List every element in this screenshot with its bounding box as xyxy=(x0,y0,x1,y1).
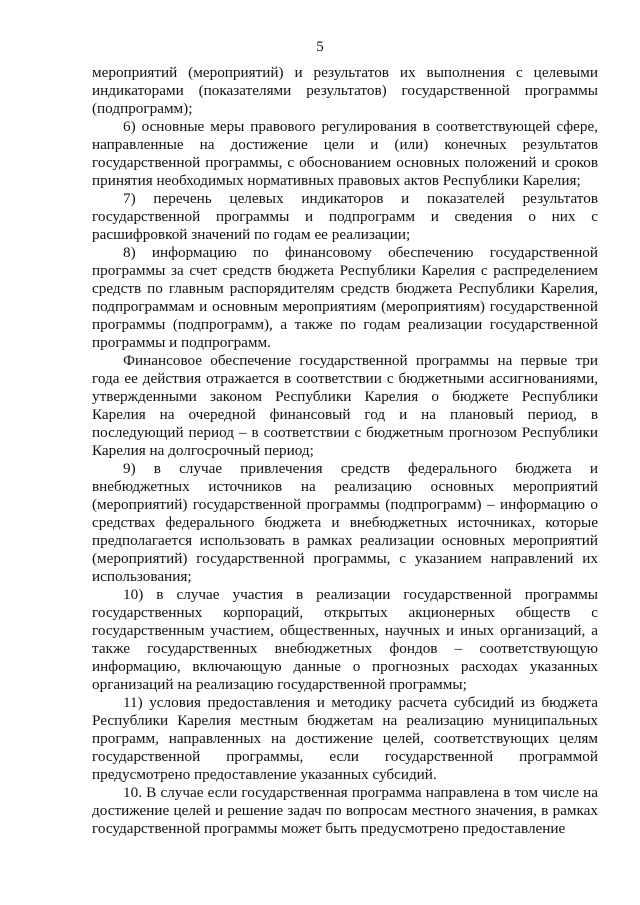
paragraph-item-8: 8) информацию по финансовому обеспечению государственной программы за счет средств бюджета Республики Карелия с распределением средств по главным распорядителям средств бюджета Республики Карелия, подпрограммам и основным мероприятиям (мероприятиям) государственной программы (подпрограмм), а также по годам реализации государственной программы и подпрограмм. xyxy=(92,244,598,351)
paragraph-item-6: 6) основные меры правового регулирования в соответствующей сфере, направленные на достижение цели и (или) конечных результатов государственной программы, с обоснованием основных положений и сроков принятия необходимых нормативных правовых актов Республики Карелия; xyxy=(92,118,598,189)
paragraph-section-10: 10. В случае если государственная программа направлена в том числе на достижение целей и решение задач по вопросам местного значения, в рамках государственной программы может быть предусмотрено предоставление xyxy=(92,784,598,837)
paragraph-item-7: 7) перечень целевых индикаторов и показателей результатов государственной программы и подпрограмм и сведения о них с расшифровкой значений по годам ее реализации; xyxy=(92,190,598,243)
page-number: 5 xyxy=(316,39,324,55)
document-body xyxy=(92,64,598,838)
paragraph-item-9: 9) в случае привлечения средств федерального бюджета и внебюджетных источников на реализацию основных мероприятий (мероприятий) государственной программы (подпрограмм) – информацию о средствах федерального бюджета и внебюджетных источниках, которые предполагается использовать в рамках реализации основных мероприятий (мероприятий) государственной программы, с указанием направлений их использования; xyxy=(92,460,598,585)
paragraph-continuation: мероприятий (мероприятий) и результатов их выполнения с целевыми индикаторами (показателями результатов) государственной программы (подпрограмм); xyxy=(92,64,598,117)
paragraph-item-10: 10) в случае участия в реализации государственной программы государственных корпораций, открытых акционерных обществ с государственным участием, общественных, научных и иных организаций, а также государственных внебюджетных фондов – соответствующую информацию, включающую данные о прогнозных расходах указанных организаций на реализацию государственной программы; xyxy=(92,586,598,693)
paragraph-item-11: 11) условия предоставления и методику расчета субсидий из бюджета Республики Карелия местным бюджетам на реализацию муниципальных программ, направленных на достижение целей, соответствующих целям государственной программы, если государственной программой предусмотрено предоставление указанных субсидий. xyxy=(92,694,598,783)
paragraph-financing: Финансовое обеспечение государственной программы на первые три года ее действия отражается в соответствии с бюджетными ассигнованиями, утвержденными законом Республики Карелия о бюджете Республики Карелия на очередной финансовый год и на плановый период, в последующий период – в соответствии с бюджетным прогнозом Республики Карелия на долгосрочный период; xyxy=(92,352,598,459)
